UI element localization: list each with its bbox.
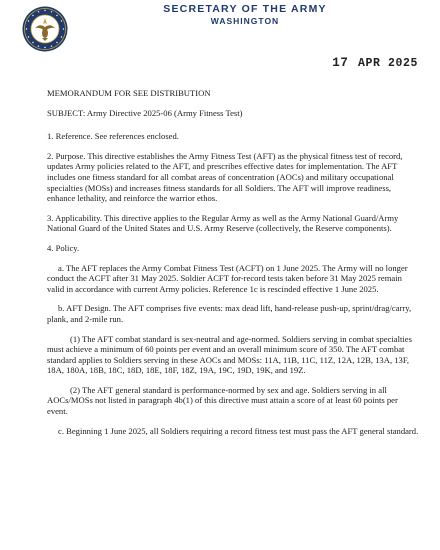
date-day: 17: [332, 56, 349, 70]
memo-body: [47, 88, 419, 445]
department-of-defense-seal-icon: [22, 6, 68, 52]
subparagraph-4b: b. AFT Design. The AFT comprises five events: max dead lift, hand-release push-up, sprint/drag/carry, plank, and 2-mile run.: [47, 303, 412, 324]
subparagraph-4a: a. The AFT replaces the Army Combat Fitness Test (ACFT) on 1 June 2025. The Army will no longer conduct the ACFT after 31 May 2025. Soldier ACFT for-record tests taken before 31 May 2025 remain valid in accordance with current Army policies. Reference 1c is rescinded effective 1 June 2025.: [47, 262, 408, 294]
letterhead-location: WASHINGTON: [210, 16, 280, 26]
letterhead: [90, 3, 400, 26]
subparagraph-4c: c. Beginning 1 June 2025, all Soldiers requiring a record fitness test must pass the AFT general standard.: [58, 425, 419, 436]
subparagraph-4b1: (1) The AFT combat standard is sex-neutral and age-normed. Soldiers serving in combat specialties must achieve a minimum of 60 points per event and an overall minimum score of 350. The AFT combat standard applies to Soldiers serving in these AOCs and MOSs: 11A, 11B, 11C, 11Z, 12A, 12B, 13A, 13F, 18A, 180A, 18B, 18C, 18D, 18E, 18F, 18Z, 19A, 19C, 19D, 19K, and 19Z.: [47, 333, 412, 376]
subparagraph-4b2: (2) The AFT general standard is performance-normed by sex and age. Soldiers serving in all AOCs/MOSs not listed in paragraph 4b(1) of this directive must attain a score of at least 60 points per event.: [47, 384, 398, 417]
paragraph-policy: 4. Policy.: [47, 242, 80, 253]
memo-date: [332, 56, 418, 70]
letterhead-title: SECRETARY OF THE ARMY: [163, 3, 327, 15]
memo-for-line: MEMORANDUM FOR SEE DISTRIBUTION: [47, 88, 211, 98]
memo-subject: SUBJECT: Army Directive 2025-06 (Army Fitness Test): [47, 107, 243, 118]
paragraph-applicability: 3. Applicability. This directive applies to the Regular Army as well as the Army National Guard/Army National Guard of the United States and U.S. Army Reserve (collectively, the Reserve components).: [47, 212, 399, 234]
paragraph-purpose: 2. Purpose. This directive establishes the Army Fitness Test (AFT) as the physical fitness test of record, updates Army policies related to the AFT, and prescribes effective dates for implementation. The AFT includes one fitness standard for all combat areas of concentration (AOCs) and military occupational specialties (MOSs) and increases fitness standards for all Soldiers. The AFT will improve readiness, enhance lethality, and reinforce the warrior ethos.: [47, 150, 403, 204]
date-month-year: APR 2025: [357, 57, 418, 70]
paragraph-reference: 1. Reference. See references enclosed.: [47, 131, 179, 142]
